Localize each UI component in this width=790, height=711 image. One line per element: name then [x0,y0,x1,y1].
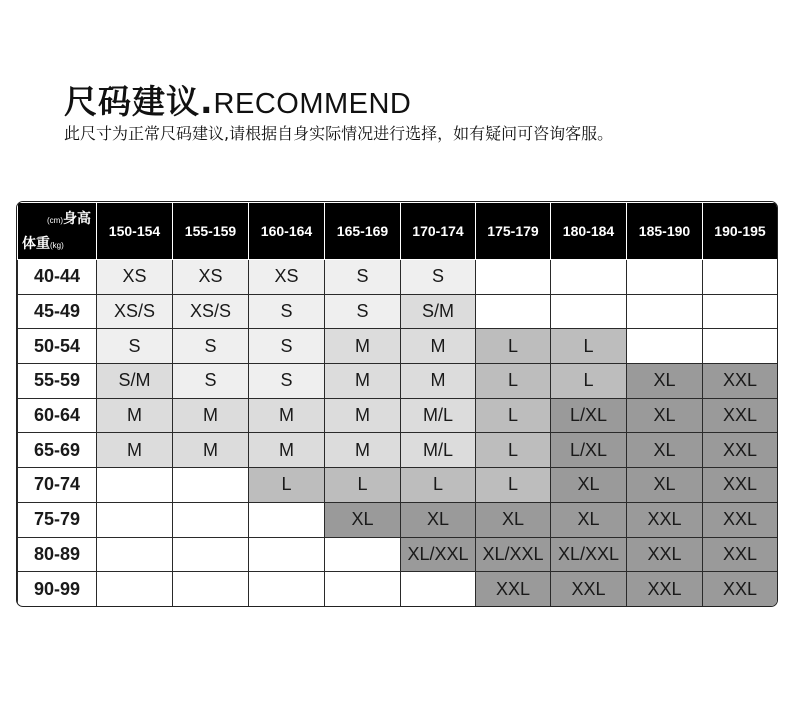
size-cell: XS [173,260,249,295]
size-cell: XXL [703,398,778,433]
weight-label: 55-59 [18,364,97,399]
size-cell [476,260,551,295]
size-cell [249,572,325,607]
size-cell: XXL [476,572,551,607]
weight-label: 70-74 [18,468,97,503]
size-cell: S [249,329,325,364]
height-header: 170-174 [401,203,476,260]
height-header: 175-179 [476,203,551,260]
size-cell: M [249,433,325,468]
size-cell: XXL [627,537,703,572]
subtitle: 此尺寸为正常尺码建议,请根据自身实际情况进行选择，如有疑问可咨询客服。 [64,124,614,143]
weight-label: 60-64 [18,398,97,433]
size-cell: S [249,294,325,329]
size-cell [97,537,173,572]
size-cell: XXL [627,572,703,607]
size-cell: S/M [97,364,173,399]
size-cell [551,260,627,295]
size-cell: L [476,468,551,503]
height-header: 180-184 [551,203,627,260]
size-cell: XXL [703,502,778,537]
size-cell: L [551,329,627,364]
size-cell: XL [551,468,627,503]
size-cell [325,537,401,572]
size-cell: XL [627,364,703,399]
table-body [18,260,778,607]
table-row [18,294,778,329]
size-cell: L [325,468,401,503]
size-cell: L [249,468,325,503]
size-cell: XL/XXL [476,537,551,572]
height-header: 155-159 [173,203,249,260]
size-cell [627,329,703,364]
size-cell [703,329,778,364]
corner-header [18,203,97,260]
size-cell: M [249,398,325,433]
height-header: 185-190 [627,203,703,260]
size-cell: XL [325,502,401,537]
size-cell: S [97,329,173,364]
table-row [18,468,778,503]
size-cell [476,294,551,329]
size-cell [97,502,173,537]
size-cell [97,468,173,503]
size-cell: XL/XXL [401,537,476,572]
size-chart [16,201,778,607]
table-row [18,364,778,399]
title-english: RECOMMEND [213,88,412,120]
weight-label: 80-89 [18,537,97,572]
weight-label: 40-44 [18,260,97,295]
table-row [18,329,778,364]
height-header: 160-164 [249,203,325,260]
title-chinese: 尺码建议. [64,82,214,121]
size-cell: XXL [627,502,703,537]
size-cell: L [476,433,551,468]
height-header: 190-195 [703,203,778,260]
size-cell: XL [627,398,703,433]
table-row [18,537,778,572]
size-cell: M/L [401,398,476,433]
size-cell [627,260,703,295]
size-cell: XXL [703,468,778,503]
size-cell: XS [249,260,325,295]
size-cell [627,294,703,329]
size-cell [97,572,173,607]
size-cell: L [476,329,551,364]
size-cell: XS/S [173,294,249,329]
weight-label: 50-54 [18,329,97,364]
size-cell [325,572,401,607]
weight-label: 75-79 [18,502,97,537]
table-row [18,260,778,295]
page-title [64,76,411,123]
size-cell: L/XL [551,433,627,468]
weight-label: 90-99 [18,572,97,607]
size-cell: S [173,329,249,364]
size-cell: M [173,398,249,433]
size-cell: L [476,398,551,433]
size-cell: M [97,398,173,433]
table-row [18,398,778,433]
size-cell: S [249,364,325,399]
size-cell: XS [97,260,173,295]
size-cell [703,294,778,329]
size-cell: S [325,294,401,329]
size-cell: XXL [703,433,778,468]
size-cell: XXL [551,572,627,607]
size-cell: S [325,260,401,295]
size-cell: M [401,329,476,364]
header-row [18,203,778,260]
size-cell: XS/S [97,294,173,329]
size-cell: XL [627,433,703,468]
size-cell: M [325,433,401,468]
size-cell: S/M [401,294,476,329]
size-cell [401,572,476,607]
size-cell: XL [551,502,627,537]
size-cell: L/XL [551,398,627,433]
size-cell [173,537,249,572]
size-cell: XL [627,468,703,503]
height-header: 165-169 [325,203,401,260]
size-cell: L [551,364,627,399]
size-cell: XL [476,502,551,537]
size-cell [173,468,249,503]
size-cell: XXL [703,364,778,399]
size-cell: M/L [401,433,476,468]
size-cell: XL [401,502,476,537]
size-cell [173,502,249,537]
size-cell: XXL [703,537,778,572]
size-cell: S [173,364,249,399]
size-cell: L [476,364,551,399]
size-cell: M [325,364,401,399]
table-row [18,433,778,468]
height-axis-label: (cm)身高 [47,210,91,226]
size-cell [173,572,249,607]
size-cell: M [325,398,401,433]
size-table [17,202,778,607]
size-cell [703,260,778,295]
size-cell [249,537,325,572]
size-cell: M [401,364,476,399]
table-row [18,502,778,537]
size-cell: L [401,468,476,503]
size-cell [249,502,325,537]
size-cell: XL/XXL [551,537,627,572]
weight-label: 45-49 [18,294,97,329]
height-header: 150-154 [97,203,173,260]
size-cell: M [97,433,173,468]
size-cell: S [401,260,476,295]
size-cell [551,294,627,329]
size-cell: XXL [703,572,778,607]
weight-axis-label: 体重(kg) [22,235,64,251]
size-cell: M [173,433,249,468]
weight-label: 65-69 [18,433,97,468]
table-row [18,572,778,607]
size-cell: M [325,329,401,364]
